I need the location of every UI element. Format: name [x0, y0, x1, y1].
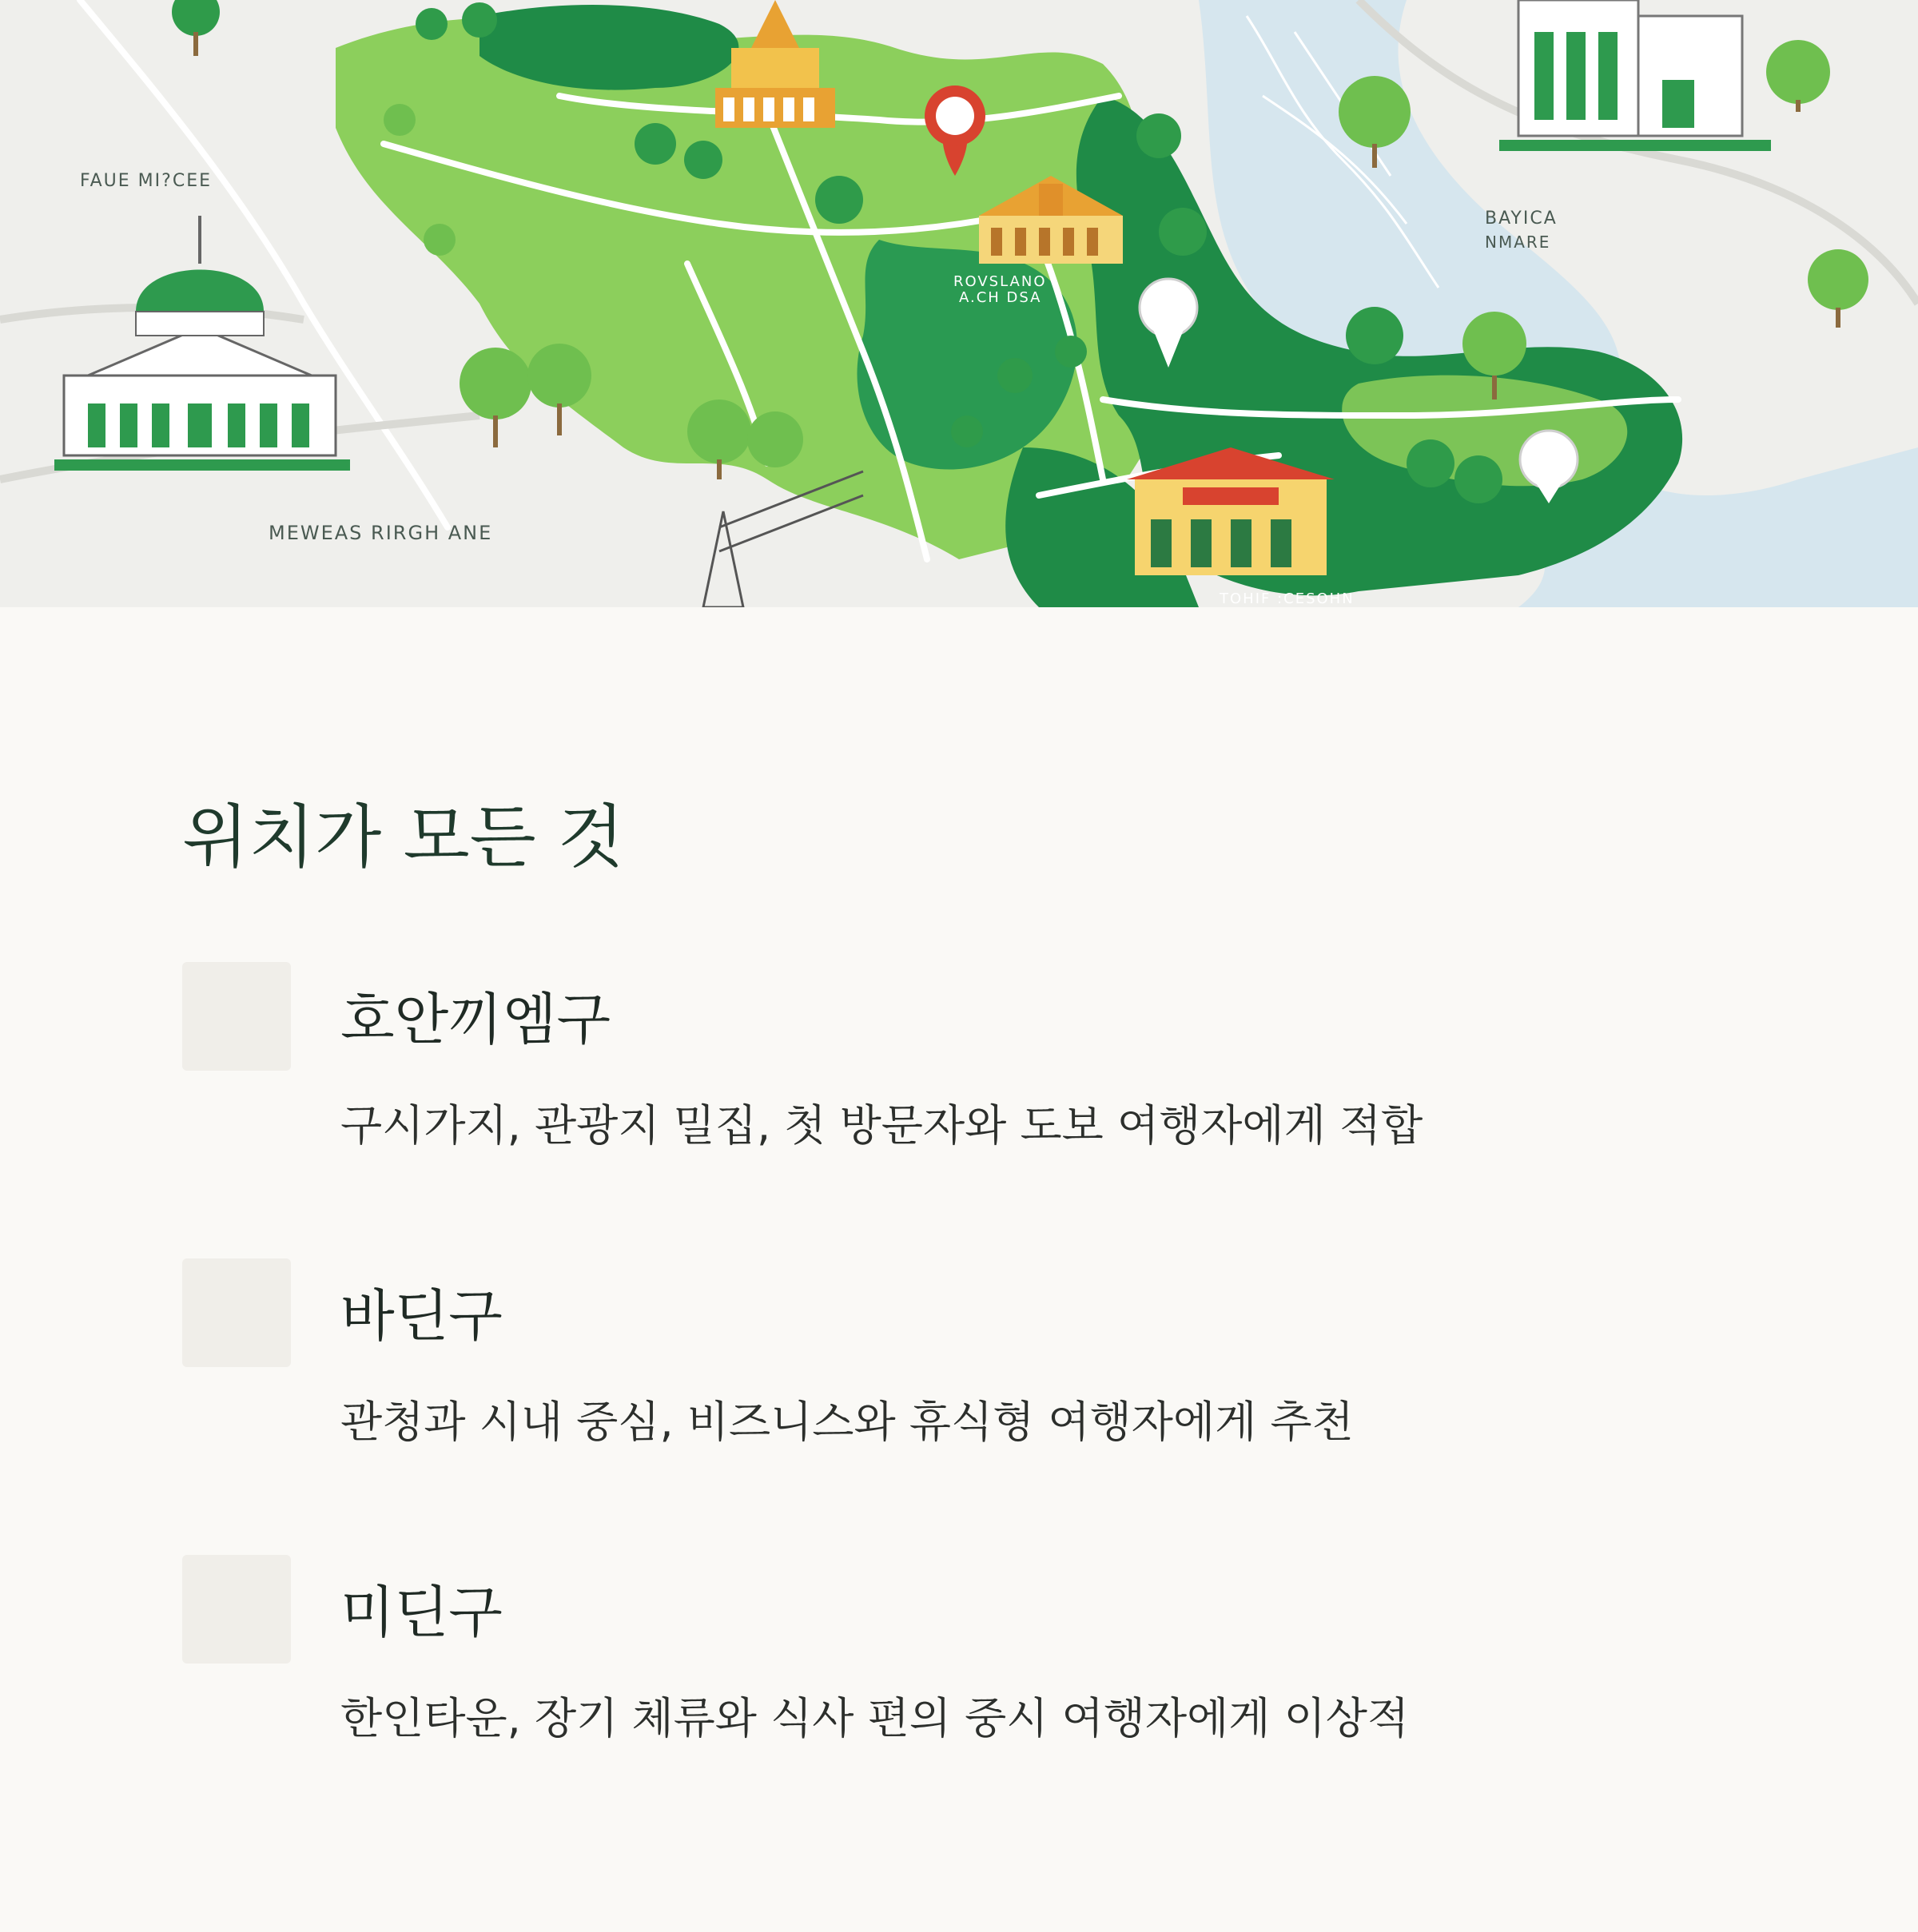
map-label: TOHIF :CESOHN	[1220, 590, 1355, 607]
map-label: FAUE MI?CEE	[80, 171, 212, 191]
hero-map-illustration	[0, 0, 1918, 607]
map-label: MEWEAS RIRGH ANE	[269, 522, 493, 544]
district-icon-placeholder	[182, 962, 291, 1071]
section-title: 위치가 모든 것	[182, 797, 625, 877]
district-name: 바딘구	[340, 1283, 503, 1349]
district-description: 관청과 시내 중심, 비즈니스와 휴식형 여행자에게 추천	[340, 1397, 1354, 1447]
district-description: 한인타운, 장기 체류와 식사 편의 중시 여행자에게 이상적	[340, 1693, 1410, 1743]
map-label: ROVSLANO	[953, 273, 1047, 290]
district-name: 호안끼엠구	[340, 987, 611, 1052]
map-svg	[0, 0, 1918, 607]
district-description: 구시가지, 관광지 밀집, 첫 방문자와 도보 여행자에게 적합	[340, 1100, 1423, 1151]
map-label: NMARE	[1485, 233, 1551, 252]
map-label: A.CH DSA	[959, 289, 1042, 306]
district-icon-placeholder	[182, 1258, 291, 1367]
district-name: 미딘구	[340, 1580, 503, 1645]
district-icon-placeholder	[182, 1555, 291, 1664]
map-label: BAYICA	[1485, 209, 1558, 229]
